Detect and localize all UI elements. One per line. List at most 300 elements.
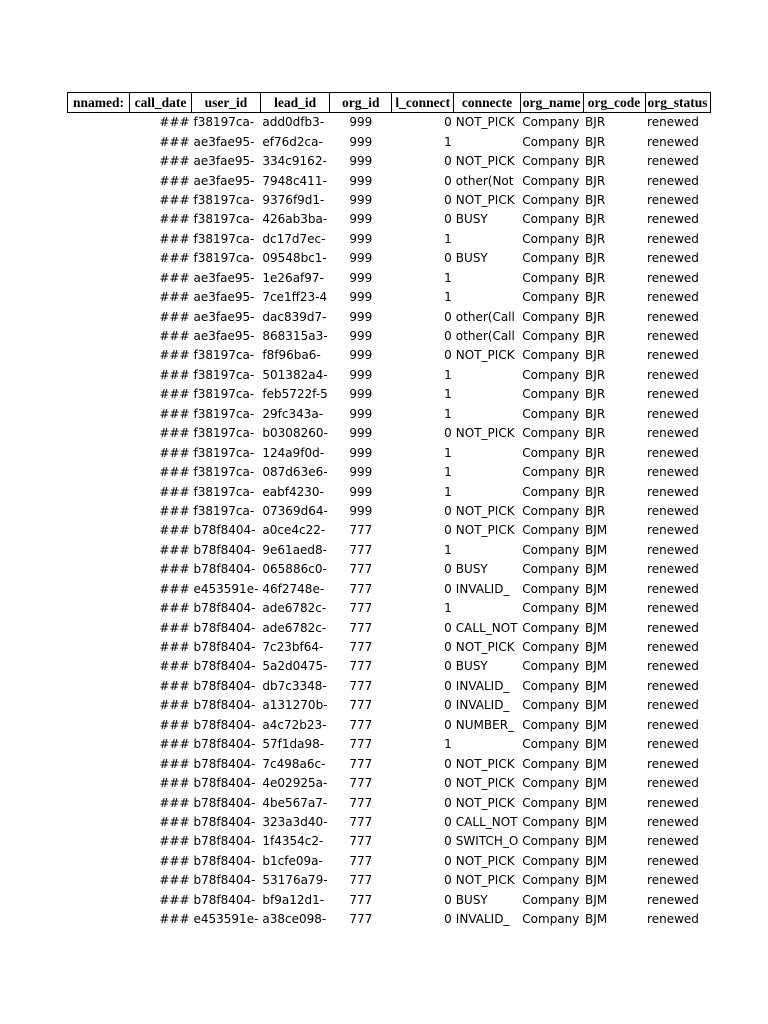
cell-user-id: f38197ca- xyxy=(193,251,255,266)
cell-org-status: renewed xyxy=(647,465,699,480)
table-row xyxy=(68,171,711,190)
cell-call-connected: 0 xyxy=(444,912,452,927)
header-row xyxy=(68,93,711,113)
cell-org-code: BJR xyxy=(585,231,606,246)
table-row xyxy=(68,910,711,929)
cell-unnamed xyxy=(68,463,130,482)
cell-connected-status: NOT_PICK xyxy=(455,756,515,771)
cell-connected-status xyxy=(454,482,521,501)
header-org-id: org_id xyxy=(330,93,392,113)
table-row xyxy=(68,541,711,560)
cell-org-name: Company xyxy=(522,756,580,771)
table-row xyxy=(68,521,711,540)
cell-lead-id: ef76d2ca- xyxy=(262,134,323,149)
table-row xyxy=(68,677,711,696)
cell-org-id: 999 xyxy=(349,329,373,344)
cell-lead-id: b1cfe09a- xyxy=(262,853,323,868)
cell-unnamed xyxy=(68,521,130,540)
table-row xyxy=(68,191,711,210)
cell-unnamed xyxy=(68,230,130,249)
cell-org-code: BJM xyxy=(585,659,608,674)
cell-unnamed xyxy=(68,580,130,599)
cell-call-connected: 0 xyxy=(444,192,452,207)
cell-user-id: b78f8404- xyxy=(193,698,256,713)
cell-unnamed xyxy=(68,910,130,929)
cell-user-id: f38197ca- xyxy=(193,445,255,460)
cell-lead-id: 57f1da98- xyxy=(262,737,325,752)
cell-lead-id: dc17d7ec- xyxy=(262,231,326,246)
cell-connected-status xyxy=(454,288,521,307)
cell-call-connected: 0 xyxy=(444,154,452,169)
cell-org-id: 777 xyxy=(349,795,373,810)
cell-org-id: 999 xyxy=(349,426,373,441)
table-row xyxy=(68,405,711,424)
cell-user-id: f38197ca- xyxy=(193,192,255,207)
cell-unnamed xyxy=(68,132,130,151)
table-row xyxy=(68,366,711,385)
cell-user-id: f38197ca- xyxy=(193,503,255,518)
cell-user-id: b78f8404- xyxy=(193,659,256,674)
cell-org-name: Company xyxy=(522,698,580,713)
cell-call-connected: 1 xyxy=(444,542,452,557)
cell-org-id: 999 xyxy=(349,484,373,499)
cell-user-id: f38197ca- xyxy=(193,387,255,402)
cell-user-id: b78f8404- xyxy=(193,601,256,616)
cell-lead-id: 07369d64- xyxy=(262,503,328,518)
cell-org-code: BJR xyxy=(585,406,606,421)
cell-call-connected: 1 xyxy=(444,737,452,752)
cell-org-name: Company xyxy=(522,348,580,363)
cell-user-id: b78f8404- xyxy=(193,892,256,907)
header-org-code: org_code xyxy=(583,93,645,113)
cell-org-status: renewed xyxy=(647,406,699,421)
cell-org-id: 999 xyxy=(349,367,373,382)
cell-org-status: renewed xyxy=(647,912,699,927)
cell-user-id: b78f8404- xyxy=(193,814,256,829)
table-row xyxy=(68,813,711,832)
cell-org-id: 999 xyxy=(349,503,373,518)
header-connected-status: connecte xyxy=(454,93,521,113)
cell-org-name: Company xyxy=(522,154,580,169)
cell-lead-id: 501382a4- xyxy=(262,367,328,382)
cell-user-id: b78f8404- xyxy=(193,640,256,655)
cell-unnamed xyxy=(68,599,130,618)
cell-call-date: ### xyxy=(159,834,190,849)
cell-org-name: Company xyxy=(522,426,580,441)
cell-unnamed xyxy=(68,327,130,346)
cell-unnamed xyxy=(68,871,130,890)
cell-connected-status xyxy=(454,735,521,754)
cell-unnamed xyxy=(68,366,130,385)
cell-unnamed xyxy=(68,754,130,773)
cell-org-id: 777 xyxy=(349,776,373,791)
table-row xyxy=(68,482,711,501)
cell-call-date: ### xyxy=(159,387,190,402)
cell-org-status: renewed xyxy=(647,367,699,382)
cell-unnamed xyxy=(68,852,130,871)
cell-org-status: renewed xyxy=(647,115,699,130)
cell-unnamed xyxy=(68,793,130,812)
table-body xyxy=(68,113,711,930)
cell-org-status: renewed xyxy=(647,426,699,441)
cell-unnamed xyxy=(68,657,130,676)
cell-unnamed xyxy=(68,832,130,851)
cell-unnamed xyxy=(68,152,130,171)
cell-org-id: 999 xyxy=(349,290,373,305)
cell-org-status: renewed xyxy=(647,290,699,305)
cell-call-date: ### xyxy=(159,892,190,907)
cell-lead-id: 334c9162- xyxy=(262,154,327,169)
cell-call-connected: 1 xyxy=(444,601,452,616)
cell-org-code: BJM xyxy=(585,620,608,635)
cell-lead-id: eabf4230- xyxy=(262,484,324,499)
cell-call-date: ### xyxy=(159,212,190,227)
cell-call-date: ### xyxy=(159,601,190,616)
cell-user-id: ae3fae95- xyxy=(193,290,255,305)
cell-org-name: Company xyxy=(522,640,580,655)
cell-unnamed xyxy=(68,269,130,288)
cell-org-code: BJM xyxy=(585,873,608,888)
cell-call-date: ### xyxy=(159,192,190,207)
cell-call-connected: 1 xyxy=(444,445,452,460)
cell-lead-id: 1f4354c2- xyxy=(262,834,324,849)
cell-org-id: 777 xyxy=(349,620,373,635)
cell-unnamed xyxy=(68,171,130,190)
cell-call-date: ### xyxy=(159,348,190,363)
cell-call-date: ### xyxy=(159,853,190,868)
header-unnamed: nnamed: xyxy=(68,93,130,113)
cell-org-code: BJM xyxy=(585,678,608,693)
cell-connected-status xyxy=(454,463,521,482)
cell-org-status: renewed xyxy=(647,270,699,285)
cell-connected-status: BUSY xyxy=(455,659,488,674)
cell-org-status: renewed xyxy=(647,192,699,207)
cell-connected-status: BUSY xyxy=(455,251,488,266)
cell-unnamed xyxy=(68,307,130,326)
cell-org-code: BJR xyxy=(585,212,606,227)
cell-connected-status: NOT_PICK xyxy=(455,776,515,791)
cell-org-code: BJM xyxy=(585,737,608,752)
cell-user-id: f38197ca- xyxy=(193,484,255,499)
cell-org-name: Company xyxy=(522,795,580,810)
cell-call-date: ### xyxy=(159,426,190,441)
cell-lead-id: 087d63e6- xyxy=(262,465,328,480)
cell-org-code: BJR xyxy=(585,367,606,382)
cell-connected-status: NOT_PICK xyxy=(455,348,515,363)
cell-call-connected: 0 xyxy=(444,814,452,829)
cell-org-name: Company xyxy=(522,717,580,732)
cell-user-id: ae3fae95- xyxy=(193,134,255,149)
cell-org-name: Company xyxy=(522,620,580,635)
cell-connected-status: other(Call xyxy=(455,309,515,324)
cell-org-code: BJM xyxy=(585,523,608,538)
cell-org-name: Company xyxy=(522,251,580,266)
cell-org-code: BJM xyxy=(585,912,608,927)
cell-call-connected: 0 xyxy=(444,309,452,324)
cell-org-status: renewed xyxy=(647,484,699,499)
cell-call-connected: 0 xyxy=(444,659,452,674)
cell-org-id: 777 xyxy=(349,601,373,616)
cell-org-id: 777 xyxy=(349,698,373,713)
header-user-id: user_id xyxy=(192,93,261,113)
table-row xyxy=(68,638,711,657)
cell-org-status: renewed xyxy=(647,154,699,169)
cell-unnamed xyxy=(68,405,130,424)
cell-org-name: Company xyxy=(522,212,580,227)
table-row xyxy=(68,443,711,462)
cell-user-id: ae3fae95- xyxy=(193,270,255,285)
cell-org-id: 777 xyxy=(349,562,373,577)
cell-lead-id: db7c3348- xyxy=(262,678,327,693)
cell-lead-id: 7ce1ff23-4 xyxy=(262,290,328,305)
cell-connected-status: other(Call xyxy=(455,329,515,344)
cell-call-date: ### xyxy=(159,698,190,713)
cell-org-name: Company xyxy=(522,290,580,305)
cell-call-connected: 0 xyxy=(444,717,452,732)
cell-call-date: ### xyxy=(159,270,190,285)
cell-call-date: ### xyxy=(159,231,190,246)
table-row xyxy=(68,385,711,404)
cell-lead-id: 065886c0- xyxy=(262,562,327,577)
cell-call-connected: 0 xyxy=(444,581,452,596)
cell-lead-id: b0308260- xyxy=(262,426,328,441)
data-table xyxy=(67,92,711,929)
cell-user-id: f38197ca- xyxy=(193,465,255,480)
cell-unnamed xyxy=(68,560,130,579)
table-row xyxy=(68,657,711,676)
cell-call-connected: 1 xyxy=(444,290,452,305)
cell-org-name: Company xyxy=(522,406,580,421)
cell-unnamed xyxy=(68,716,130,735)
header-org-status: org_status xyxy=(645,93,710,113)
cell-lead-id: 426ab3ba- xyxy=(262,212,328,227)
cell-org-name: Company xyxy=(522,853,580,868)
cell-lead-id: 9376f9d1- xyxy=(262,192,325,207)
table-row xyxy=(68,307,711,326)
table-row xyxy=(68,288,711,307)
cell-org-status: renewed xyxy=(647,892,699,907)
cell-org-id: 777 xyxy=(349,892,373,907)
cell-org-code: BJR xyxy=(585,445,606,460)
cell-org-code: BJR xyxy=(585,154,606,169)
cell-org-name: Company xyxy=(522,523,580,538)
table-row xyxy=(68,735,711,754)
cell-org-status: renewed xyxy=(647,853,699,868)
cell-org-status: renewed xyxy=(647,698,699,713)
cell-org-status: renewed xyxy=(647,814,699,829)
cell-org-id: 777 xyxy=(349,678,373,693)
spreadsheet-page xyxy=(67,92,711,929)
cell-org-name: Company xyxy=(522,445,580,460)
cell-lead-id: 46f2748e- xyxy=(262,581,325,596)
cell-org-name: Company xyxy=(522,484,580,499)
cell-org-id: 999 xyxy=(349,173,373,188)
cell-connected-status: NOT_PICK xyxy=(455,523,515,538)
cell-call-connected: 0 xyxy=(444,640,452,655)
cell-call-date: ### xyxy=(159,115,190,130)
cell-org-status: renewed xyxy=(647,834,699,849)
cell-org-status: renewed xyxy=(647,640,699,655)
cell-org-status: renewed xyxy=(647,581,699,596)
cell-call-connected: 0 xyxy=(444,329,452,344)
cell-org-name: Company xyxy=(522,776,580,791)
table-row xyxy=(68,793,711,812)
cell-call-date: ### xyxy=(159,134,190,149)
cell-org-code: BJM xyxy=(585,640,608,655)
cell-connected-status xyxy=(454,230,521,249)
cell-lead-id: ade6782c- xyxy=(262,620,327,635)
cell-org-code: BJR xyxy=(585,484,606,499)
cell-org-code: BJM xyxy=(585,698,608,713)
cell-call-date: ### xyxy=(159,620,190,635)
cell-call-date: ### xyxy=(159,329,190,344)
cell-connected-status: BUSY xyxy=(455,212,488,227)
cell-lead-id: a38ce098- xyxy=(262,912,327,927)
cell-user-id: ae3fae95- xyxy=(193,329,255,344)
cell-org-code: BJM xyxy=(585,776,608,791)
cell-call-connected: 1 xyxy=(444,387,452,402)
cell-org-id: 777 xyxy=(349,912,373,927)
cell-lead-id: 124a9f0d- xyxy=(262,445,325,460)
cell-user-id: ae3fae95- xyxy=(193,309,255,324)
cell-org-id: 777 xyxy=(349,581,373,596)
cell-call-date: ### xyxy=(159,173,190,188)
cell-user-id: b78f8404- xyxy=(193,776,256,791)
table-row xyxy=(68,230,711,249)
cell-org-code: BJM xyxy=(585,562,608,577)
cell-org-name: Company xyxy=(522,737,580,752)
cell-call-connected: 0 xyxy=(444,523,452,538)
cell-org-id: 999 xyxy=(349,115,373,130)
cell-org-code: BJM xyxy=(585,853,608,868)
cell-org-name: Company xyxy=(522,581,580,596)
cell-org-id: 777 xyxy=(349,542,373,557)
cell-lead-id: 4e02925a- xyxy=(262,776,328,791)
cell-call-date: ### xyxy=(159,562,190,577)
cell-org-id: 999 xyxy=(349,231,373,246)
cell-user-id: f38197ca- xyxy=(193,406,255,421)
cell-unnamed xyxy=(68,735,130,754)
cell-org-status: renewed xyxy=(647,542,699,557)
cell-unnamed xyxy=(68,210,130,229)
cell-call-date: ### xyxy=(159,717,190,732)
cell-org-id: 999 xyxy=(349,154,373,169)
cell-org-code: BJM xyxy=(585,795,608,810)
cell-unnamed xyxy=(68,677,130,696)
cell-org-name: Company xyxy=(522,912,580,927)
cell-org-name: Company xyxy=(522,892,580,907)
cell-org-status: renewed xyxy=(647,873,699,888)
cell-call-date: ### xyxy=(159,251,190,266)
cell-org-status: renewed xyxy=(647,231,699,246)
cell-call-date: ### xyxy=(159,756,190,771)
cell-org-status: renewed xyxy=(647,717,699,732)
cell-connected-status: NOT_PICK xyxy=(455,192,515,207)
table-row xyxy=(68,502,711,521)
cell-user-id: f38197ca- xyxy=(193,115,255,130)
cell-call-date: ### xyxy=(159,737,190,752)
cell-user-id: b78f8404- xyxy=(193,756,256,771)
cell-connected-status: INVALID_ xyxy=(455,912,510,927)
table-row xyxy=(68,716,711,735)
cell-org-status: renewed xyxy=(647,601,699,616)
cell-user-id: f38197ca- xyxy=(193,426,255,441)
cell-unnamed xyxy=(68,502,130,521)
cell-org-id: 777 xyxy=(349,853,373,868)
cell-call-date: ### xyxy=(159,290,190,305)
cell-call-date: ### xyxy=(159,484,190,499)
cell-org-name: Company xyxy=(522,465,580,480)
cell-lead-id: 9e61aed8- xyxy=(262,542,328,557)
cell-org-code: BJM xyxy=(585,814,608,829)
cell-org-code: BJM xyxy=(585,601,608,616)
cell-call-connected: 0 xyxy=(444,562,452,577)
cell-call-connected: 0 xyxy=(444,348,452,363)
cell-org-status: renewed xyxy=(647,503,699,518)
cell-call-date: ### xyxy=(159,912,190,927)
table-row xyxy=(68,891,711,910)
cell-call-connected: 0 xyxy=(444,678,452,693)
cell-user-id: ae3fae95- xyxy=(193,173,255,188)
cell-user-id: f38197ca- xyxy=(193,348,255,363)
cell-call-connected: 0 xyxy=(444,834,452,849)
cell-org-status: renewed xyxy=(647,737,699,752)
cell-org-id: 999 xyxy=(349,387,373,402)
table-row xyxy=(68,580,711,599)
cell-unnamed xyxy=(68,385,130,404)
cell-user-id: f38197ca- xyxy=(193,231,255,246)
table-row xyxy=(68,754,711,773)
cell-unnamed xyxy=(68,638,130,657)
cell-org-status: renewed xyxy=(647,678,699,693)
cell-call-connected: 0 xyxy=(444,251,452,266)
table-row xyxy=(68,113,711,133)
cell-connected-status: INVALID_ xyxy=(455,698,510,713)
cell-call-date: ### xyxy=(159,503,190,518)
table-row xyxy=(68,132,711,151)
cell-connected-status: NOT_PICK xyxy=(455,426,515,441)
cell-call-connected: 1 xyxy=(444,134,452,149)
table-row xyxy=(68,463,711,482)
cell-org-code: BJM xyxy=(585,542,608,557)
cell-call-connected: 0 xyxy=(444,853,452,868)
cell-org-code: BJR xyxy=(585,134,606,149)
cell-call-date: ### xyxy=(159,776,190,791)
table-row xyxy=(68,852,711,871)
header-org-name: org_name xyxy=(520,93,583,113)
cell-user-id: ae3fae95- xyxy=(193,154,255,169)
cell-unnamed xyxy=(68,541,130,560)
cell-lead-id: 09548bc1- xyxy=(262,251,327,266)
table-row xyxy=(68,346,711,365)
cell-user-id: b78f8404- xyxy=(193,562,256,577)
cell-connected-status: NOT_PICK xyxy=(455,115,515,130)
cell-user-id: b78f8404- xyxy=(193,678,256,693)
cell-call-date: ### xyxy=(159,542,190,557)
cell-org-name: Company xyxy=(522,873,580,888)
cell-call-connected: 1 xyxy=(444,484,452,499)
cell-lead-id: 7c498a6c- xyxy=(262,756,326,771)
cell-connected-status: INVALID_ xyxy=(455,678,510,693)
cell-call-date: ### xyxy=(159,154,190,169)
cell-lead-id: a0ce4c22- xyxy=(262,523,326,538)
cell-connected-status xyxy=(454,405,521,424)
cell-org-code: BJR xyxy=(585,465,606,480)
cell-org-id: 999 xyxy=(349,134,373,149)
cell-call-connected: 0 xyxy=(444,776,452,791)
table-row xyxy=(68,832,711,851)
cell-user-id: e453591e- xyxy=(193,581,259,596)
